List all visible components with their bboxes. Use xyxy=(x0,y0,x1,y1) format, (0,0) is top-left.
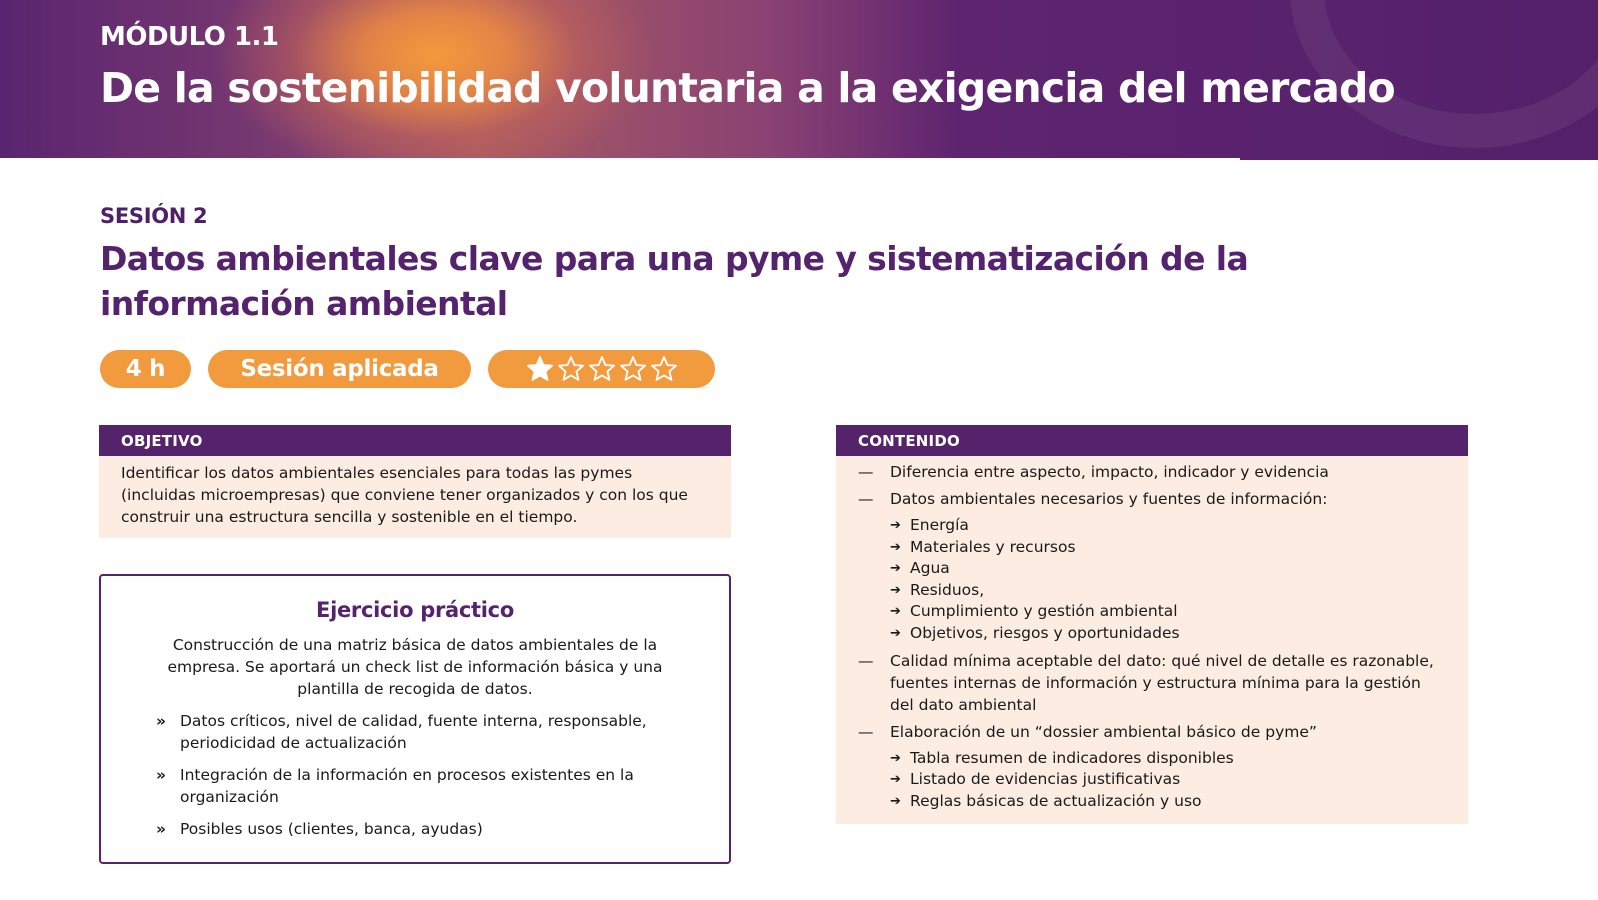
sublist-datos xyxy=(890,515,1448,645)
sublist-item xyxy=(890,601,1448,623)
hours-badge: 4 h xyxy=(100,350,191,388)
arrow-icon: ➔ xyxy=(890,604,901,620)
list-item-text: Calidad mínima aceptable del dato: qué nivel de detalle es razonable, fuentes internas de información y estructura mínima para la gestión del dato ambiental xyxy=(890,651,1434,714)
contenido-panel xyxy=(836,456,1468,824)
list-item xyxy=(858,488,1448,510)
arrow-icon: ➔ xyxy=(890,539,901,555)
bullet-icon: » xyxy=(156,766,167,784)
dash-icon: — xyxy=(858,651,874,670)
arrow-icon: ➔ xyxy=(890,793,901,809)
exercise-box xyxy=(99,574,731,864)
list-item-text: Integración de la información en procesos existentes en la organización xyxy=(180,766,634,806)
star-empty-icon xyxy=(619,355,647,383)
list-item-text: Datos críticos, nivel de calidad, fuente interna, responsable, periodicidad de actualización xyxy=(180,712,647,752)
list-item xyxy=(858,650,1448,716)
dash-icon: — xyxy=(858,463,874,481)
sublist-item-text: Materiales y recursos xyxy=(910,537,1076,556)
sublist-item xyxy=(890,748,1448,770)
module-label: MÓDULO 1.1 xyxy=(100,22,279,52)
sublist-item-text: Residuos, xyxy=(910,580,985,599)
difficulty-rating xyxy=(488,350,715,388)
arrow-icon: ➔ xyxy=(890,772,901,788)
objetivo-header: OBJETIVO xyxy=(99,425,731,456)
session-type-badge: Sesión aplicada xyxy=(208,350,471,388)
sublist-item xyxy=(890,515,1448,537)
list-item-text: Posibles usos (clientes, banca, ayudas) xyxy=(180,820,483,838)
sublist-item xyxy=(890,769,1448,791)
list-item xyxy=(858,461,1448,483)
list-item-text: Datos ambientales necesarios y fuentes de información: xyxy=(890,490,1328,508)
bullet-icon: » xyxy=(156,712,167,730)
contenido-header: CONTENIDO xyxy=(836,425,1468,456)
sublist-item xyxy=(890,580,1448,602)
sublist-item-text: Cumplimiento y gestión ambiental xyxy=(910,602,1178,621)
sublist-item-text: Tabla resumen de indicadores disponibles xyxy=(910,748,1234,767)
sublist-item xyxy=(890,558,1448,580)
star-empty-icon xyxy=(557,355,585,383)
sublist-item-text: Energía xyxy=(910,516,969,534)
list-item-text: Elaboración de un “dossier ambiental básico de pyme” xyxy=(890,722,1317,741)
list-item xyxy=(156,710,676,754)
exercise-list xyxy=(156,710,676,850)
arrow-icon: ➔ xyxy=(890,518,901,533)
module-title: De la sostenibilidad voluntaria a la exigencia del mercado xyxy=(100,64,1395,112)
sublist-item-text: Reglas básicas de actualización y uso xyxy=(910,791,1202,810)
star-empty-icon xyxy=(588,355,616,383)
sublist-item xyxy=(890,791,1448,813)
list-item xyxy=(156,818,676,840)
bullet-icon: » xyxy=(156,820,167,838)
sublist-dossier xyxy=(890,748,1448,813)
module-banner xyxy=(0,0,1598,160)
banner-divider xyxy=(0,158,1240,160)
star-empty-icon xyxy=(650,355,678,383)
exercise-title: Ejercicio práctico xyxy=(316,598,514,622)
list-item xyxy=(858,721,1448,743)
arrow-icon: ➔ xyxy=(890,582,901,598)
objetivo-text: Identificar los datos ambientales esenciales para todas las pymes (incluidas microempresas) que conviene tener organizados y con los que construir una estructura sencilla y sostenible en el tiempo. xyxy=(99,456,731,538)
arrow-icon: ➔ xyxy=(890,625,901,641)
list-item-text: Diferencia entre aspecto, impacto, indicador y evidencia xyxy=(890,463,1329,481)
list-item xyxy=(156,764,676,808)
exercise-description: Construcción de una matriz básica de datos ambientales de la empresa. Se aportará un check list de información básica y una plantilla de recogida de datos. xyxy=(167,636,663,698)
dash-icon: — xyxy=(858,722,874,741)
sublist-item-text: Listado de evidencias justificativas xyxy=(910,770,1181,789)
sublist-item xyxy=(890,537,1448,559)
sublist-item-text: Objetivos, riesgos y oportunidades xyxy=(910,623,1180,642)
sublist-item-text: Agua xyxy=(910,559,950,578)
session-label: SESIÓN 2 xyxy=(100,204,208,228)
arrow-icon: ➔ xyxy=(890,561,901,577)
sublist-item xyxy=(890,623,1448,645)
dash-icon: — xyxy=(858,490,874,508)
session-title: Datos ambientales clave para una pyme y sistematización de la información ambiental xyxy=(100,239,1249,323)
star-filled-icon xyxy=(526,355,554,383)
arrow-icon: ➔ xyxy=(890,750,901,766)
